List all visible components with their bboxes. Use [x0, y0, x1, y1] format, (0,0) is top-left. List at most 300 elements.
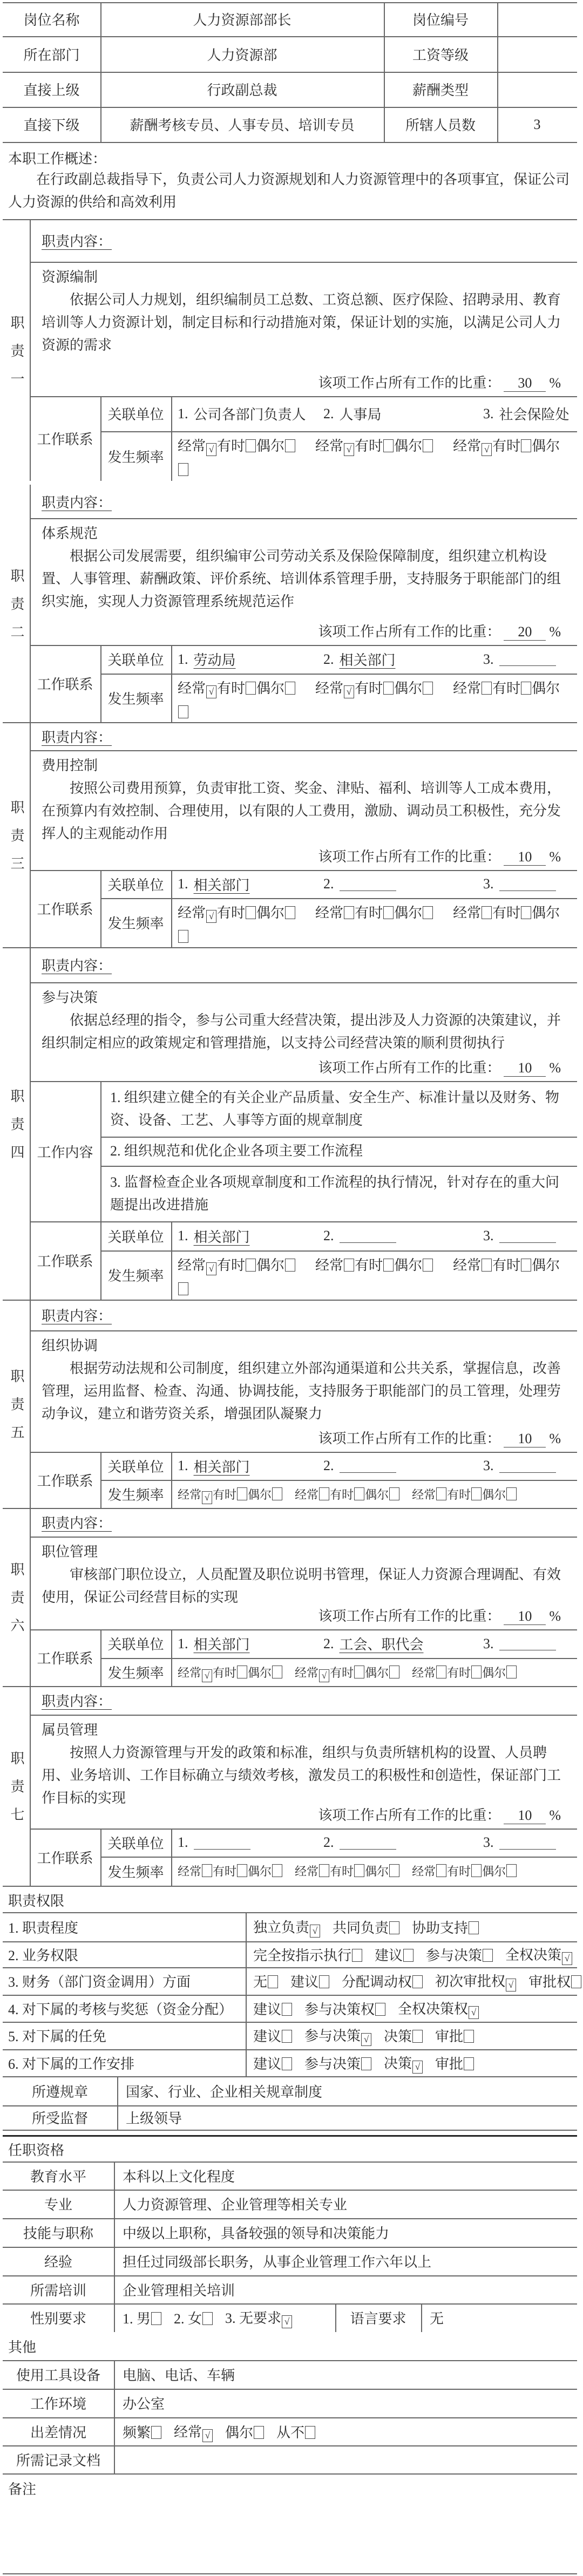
field-value	[497, 2, 577, 36]
frequency-checkbox[interactable]: √	[319, 1669, 329, 1682]
frequency-checkbox[interactable]: √	[206, 443, 216, 456]
frequency-checkbox[interactable]	[482, 1259, 492, 1272]
frequency-checkbox[interactable]: √	[344, 443, 354, 456]
frequency-option-label: 经常	[178, 1666, 202, 1680]
frequency-option-label: 有时	[217, 681, 246, 696]
option-checkbox[interactable]	[375, 2003, 385, 2016]
unit-blank	[340, 878, 396, 891]
duty-content-header	[30, 1508, 577, 1537]
option-label: 分配调动权	[342, 1974, 412, 1990]
unit-number: 1.	[178, 1635, 188, 1651]
frequency-checkbox[interactable]: √	[344, 685, 354, 698]
option	[174, 2421, 213, 2442]
frequency-options	[171, 1658, 577, 1686]
authority-options	[246, 1967, 577, 1995]
frequency-option-label: 经常	[453, 905, 482, 921]
qualifications-title: 任职资格	[8, 2142, 65, 2158]
ratio-label: 该项工作占所有工作的比重：	[318, 624, 501, 640]
frequency-checkbox[interactable]	[423, 906, 433, 919]
option-checkbox[interactable]: √	[310, 1925, 320, 1938]
related-units	[171, 1221, 577, 1250]
frequency-checkbox[interactable]	[436, 1864, 446, 1877]
unit-name: 人事局	[339, 407, 382, 423]
frequency-checkbox[interactable]	[389, 1864, 399, 1877]
units-label: 关联单位	[107, 1836, 164, 1852]
remarks-label: 备注	[8, 2481, 37, 2497]
authority-label: 5. 对下属的任免	[8, 2029, 107, 2044]
frequency-checkbox[interactable]	[383, 1259, 394, 1272]
frequency-option-label: 经常	[178, 905, 206, 921]
duty-title: 参与决策	[42, 990, 98, 1005]
frequency-checkbox[interactable]: √	[206, 1262, 216, 1275]
option-checkbox[interactable]: √	[412, 2061, 423, 2074]
frequency-checkbox[interactable]	[285, 906, 295, 919]
frequency-option-label: 经常	[178, 1488, 202, 1501]
option-checkbox[interactable]: √	[506, 1979, 516, 1992]
frequency-option-label: 经常	[453, 438, 482, 454]
frequency-checkbox[interactable]	[423, 439, 433, 452]
frequency-checkbox[interactable]: √	[482, 443, 492, 456]
units-label: 关联单位	[107, 407, 164, 423]
contact-label: 工作联系	[37, 1254, 93, 1269]
frequency-option-label: 有时	[217, 905, 246, 921]
authority-options	[246, 1941, 577, 1967]
frequency-checkbox[interactable]	[319, 1864, 329, 1877]
qualification-label: 技能与职称	[23, 2226, 93, 2241]
related-unit	[323, 870, 396, 898]
frequency-group	[412, 1865, 517, 1878]
frequency-option-label: 经常	[295, 1666, 319, 1680]
option-checkbox[interactable]	[319, 1975, 329, 1988]
unit-blank	[340, 1229, 396, 1243]
option-checkbox[interactable]: √	[361, 2033, 371, 2046]
related-unit	[178, 645, 236, 674]
duty-label: 职责五	[9, 1369, 24, 1453]
work-item: 2. 组织规范和优化企业各项主要工作流程	[110, 1143, 363, 1159]
unit-name: 相关部门	[193, 1229, 250, 1245]
option-label: 从不	[276, 2424, 305, 2441]
frequency-checkbox[interactable]	[178, 705, 188, 718]
work-item: 3. 监督检查企业各项规章制度和工作流程的执行情况，针对存在的重大问题提出改进措施	[110, 1174, 560, 1213]
duty-label-column	[3, 947, 30, 1300]
duty-label-column	[3, 1300, 30, 1508]
frequency-option-label: 有时	[217, 1258, 246, 1273]
related-units	[171, 396, 577, 431]
unit-number: 1.	[178, 405, 188, 422]
option	[304, 2025, 372, 2046]
option-checkbox[interactable]: √	[202, 2429, 213, 2442]
frequency-checkbox[interactable]	[423, 1259, 433, 1272]
frequency-option-label: 经常	[315, 681, 344, 696]
frequency-checkbox[interactable]	[354, 1666, 364, 1678]
duty-content-label: 职责内容：	[42, 234, 112, 249]
frequency-checkbox[interactable]	[202, 1864, 212, 1877]
frequency-options	[171, 1480, 577, 1508]
duty-content	[30, 750, 577, 870]
option-label: 1. 男	[123, 2311, 151, 2327]
frequency-checkbox[interactable]	[506, 1864, 517, 1877]
related-unit	[323, 645, 396, 674]
related-unit	[483, 1629, 556, 1658]
frequency-option-label: 有时	[447, 1488, 471, 1501]
contact-label: 工作联系	[37, 1651, 93, 1667]
frequency-checkbox[interactable]	[521, 682, 531, 695]
option-checkbox[interactable]	[469, 1921, 479, 1934]
duty-block	[3, 722, 577, 947]
duty-title: 属员管理	[42, 1722, 98, 1738]
option	[435, 1970, 517, 1992]
unit-name: 相关部门	[193, 1459, 250, 1475]
duty-content-label: 职责内容：	[42, 1308, 112, 1324]
frequency-checkbox[interactable]	[246, 1259, 256, 1272]
divider	[114, 2162, 115, 2332]
frequency-checkbox[interactable]	[237, 1864, 247, 1877]
other-value: 办公室	[123, 2396, 165, 2412]
option-checkbox[interactable]	[282, 2030, 292, 2043]
option-checkbox[interactable]: √	[562, 1952, 572, 1965]
frequency-option-label: 有时	[355, 438, 383, 454]
authority-options	[246, 1912, 577, 1941]
frequency-checkbox[interactable]	[383, 439, 394, 452]
language-label: 语言要求	[350, 2311, 406, 2327]
unit-number: 3.	[483, 1458, 494, 1473]
option	[505, 1944, 573, 1965]
duty-block	[3, 947, 577, 1300]
frequency-checkbox[interactable]	[354, 1487, 364, 1500]
option	[304, 2053, 372, 2073]
option	[225, 2307, 293, 2328]
unit-blank	[499, 1637, 556, 1650]
frequency-checkbox[interactable]	[285, 1259, 295, 1272]
ratio-value: 10	[504, 1431, 546, 1447]
ratio-label: 该项工作占所有工作的比重：	[318, 1807, 501, 1823]
option-checkbox[interactable]	[151, 2312, 161, 2325]
duty-block	[3, 1508, 577, 1686]
option-label: 建议	[253, 2001, 282, 2017]
duty-content	[30, 262, 577, 396]
authority-label: 1. 职责程度	[8, 1920, 79, 1936]
freq-label: 发生频率	[107, 1268, 164, 1284]
frequency-option-label: 有时	[213, 1865, 237, 1878]
duty-description: 按照公司费用预算，负责审批工资、奖金、津贴、福利、培训等人工成本费用，在预算内有效控制、合理使用，以有限的人工费用，激励、调动员工积极性，充分发挥人的主观能动作用	[42, 780, 561, 841]
contact-label: 工作联系	[37, 1473, 93, 1489]
option	[435, 2053, 474, 2073]
frequency-checkbox[interactable]	[246, 682, 256, 695]
frequency-option-label: 经常	[178, 681, 206, 696]
duty-label: 职责一	[9, 315, 24, 399]
option-label: 2. 女	[174, 2311, 202, 2327]
frequency-checkbox[interactable]	[237, 1487, 247, 1500]
frequency-checkbox[interactable]	[354, 1864, 364, 1877]
frequency-checkbox[interactable]	[482, 906, 492, 919]
frequency-option-label: 有时	[330, 1865, 354, 1878]
field-label: 岗位编号	[412, 12, 469, 28]
divider	[3, 1886, 577, 1887]
frequency-checkbox[interactable]	[471, 1487, 482, 1500]
frequency-checkbox[interactable]	[272, 1864, 282, 1877]
frequency-option-label: 有时	[447, 1865, 471, 1878]
duty-content-label: 职责内容：	[42, 1515, 112, 1531]
divider	[3, 2130, 577, 2131]
frequency-checkbox[interactable]	[272, 1666, 282, 1678]
frequency-checkbox[interactable]	[389, 1666, 399, 1678]
option-checkbox[interactable]: √	[282, 2315, 292, 2328]
frequency-checkbox[interactable]	[471, 1666, 482, 1678]
frequency-group	[295, 1865, 400, 1878]
unit-blank	[499, 1836, 556, 1850]
frequency-checkbox[interactable]	[246, 439, 256, 452]
frequency-checkbox[interactable]	[521, 1259, 531, 1272]
other-title: 其他	[8, 2339, 37, 2355]
option-label: 建议	[375, 1947, 403, 1963]
frequency-checkbox[interactable]	[178, 930, 188, 943]
frequency-option-label: 有时	[492, 905, 521, 921]
frequency-checkbox[interactable]	[389, 1487, 399, 1500]
frequency-checkbox[interactable]	[272, 1487, 282, 1500]
duty-block	[3, 1686, 577, 1886]
frequency-checkbox[interactable]	[521, 439, 531, 452]
duty-title: 体系规范	[42, 526, 98, 541]
frequency-group	[315, 905, 433, 921]
field-label: 所在部门	[23, 47, 80, 63]
option-checkbox[interactable]	[412, 1975, 423, 1988]
rule-value: 上级领导	[126, 2111, 182, 2126]
unit-blank	[340, 1836, 396, 1850]
option-checkbox[interactable]	[282, 2057, 292, 2070]
duty-ratio	[318, 846, 561, 866]
frequency-checkbox[interactable]	[319, 1487, 329, 1500]
unit-number: 2.	[323, 876, 334, 892]
option-checkbox[interactable]	[254, 2426, 264, 2439]
frequency-checkbox[interactable]	[285, 439, 295, 452]
option-checkbox[interactable]	[483, 1949, 493, 1962]
frequency-checkbox[interactable]: √	[202, 1669, 212, 1682]
related-unit	[483, 645, 556, 674]
duty-label-column	[3, 219, 30, 481]
unit-number: 2.	[323, 1834, 334, 1850]
unit-name: 相关部门	[339, 653, 396, 668]
unit-number: 3.	[483, 1635, 494, 1651]
duty-block	[3, 485, 577, 722]
duty-title: 组织协调	[42, 1338, 98, 1354]
frequency-option-label: 偶尔	[394, 681, 423, 696]
related-unit	[323, 1629, 424, 1658]
frequency-checkbox[interactable]: √	[202, 1491, 212, 1504]
option-checkbox[interactable]	[352, 1949, 362, 1962]
option-label: 频繁	[123, 2424, 151, 2441]
option-checkbox[interactable]: √	[469, 2006, 479, 2019]
frequency-option-label: 偶尔	[365, 1865, 389, 1878]
frequency-option-label: 有时	[217, 438, 246, 454]
related-unit	[178, 1629, 250, 1658]
frequency-checkbox[interactable]	[344, 906, 354, 919]
option-checkbox[interactable]	[412, 2030, 423, 2043]
ratio-label: 该项工作占所有工作的比重：	[318, 1608, 501, 1624]
frequency-group	[178, 1666, 283, 1680]
frequency-checkbox[interactable]	[506, 1487, 517, 1500]
option-label: 参与决策	[304, 2028, 361, 2044]
qualification-value: 中级以上职称，具备较强的领导和决策能力	[123, 2226, 390, 2241]
frequency-option-label: 经常	[315, 438, 344, 454]
option-checkbox[interactable]	[464, 2030, 474, 2043]
frequency-checkbox[interactable]	[436, 1487, 446, 1500]
frequency-option-label: 偶尔	[256, 438, 285, 454]
frequency-option-label: 偶尔	[394, 1258, 423, 1273]
percent-sign: %	[549, 1608, 561, 1624]
authority-label: 4. 对下属的考核与奖惩（资金分配）	[8, 2001, 233, 2017]
frequency-option-label: 偶尔	[365, 1488, 389, 1501]
unit-number: 1.	[178, 1228, 188, 1243]
frequency-checkbox[interactable]	[344, 1259, 354, 1272]
frequency-checkbox[interactable]: √	[206, 685, 216, 698]
frequency-checkbox[interactable]	[506, 1666, 517, 1678]
units-label: 关联单位	[107, 653, 164, 668]
option-checkbox[interactable]	[464, 2057, 474, 2070]
frequency-group	[315, 681, 433, 696]
frequency-option-label: 偶尔	[482, 1865, 506, 1878]
field-value	[497, 36, 577, 72]
work-content-label: 工作内容	[37, 1144, 93, 1160]
option	[375, 1945, 414, 1965]
option-checkbox[interactable]	[202, 2312, 213, 2325]
frequency-option-label: 经常	[315, 905, 344, 921]
option-checkbox[interactable]	[403, 1949, 413, 1962]
frequency-option-label: 经常	[453, 681, 482, 696]
field-label: 直接下级	[23, 118, 80, 133]
frequency-option-label: 偶尔	[394, 905, 423, 921]
option-checkbox[interactable]	[282, 2003, 292, 2016]
related-unit	[178, 870, 250, 898]
qualification-value: 本科以上文化程度	[123, 2169, 235, 2185]
frequency-option-label: 经常	[315, 1258, 344, 1273]
option-label: 建议	[253, 2029, 282, 2044]
frequency-option-label: 经常	[178, 1258, 206, 1273]
ratio-value: 10	[504, 849, 546, 866]
related-units	[171, 1629, 577, 1658]
option-checkbox[interactable]	[151, 2426, 161, 2439]
related-unit	[483, 1221, 556, 1250]
frequency-checkbox[interactable]	[383, 682, 394, 695]
duty-block	[3, 219, 577, 481]
authority-options	[246, 2049, 577, 2076]
unit-number: 2.	[323, 1228, 334, 1243]
frequency-checkbox[interactable]	[423, 682, 433, 695]
related-unit	[483, 396, 570, 431]
unit-number: 1.	[178, 1458, 188, 1473]
field-value: 薪酬考核专员、人事专员、培训专员	[130, 118, 355, 133]
duty-content	[30, 1537, 577, 1629]
unit-number: 2.	[323, 1635, 334, 1651]
divider	[3, 2473, 577, 2475]
percent-sign: %	[549, 849, 561, 865]
frequency-checkbox[interactable]	[285, 682, 295, 695]
frequency-checkbox[interactable]	[436, 1666, 446, 1678]
freq-label: 发生频率	[107, 449, 164, 465]
frequency-checkbox[interactable]	[246, 906, 256, 919]
related-units	[171, 1452, 577, 1480]
frequency-option-label: 经常	[178, 438, 206, 454]
ratio-value: 10	[504, 1608, 546, 1625]
option-label: 独立负责	[253, 1919, 310, 1935]
option-checkbox[interactable]	[361, 2057, 371, 2070]
option	[253, 2026, 293, 2045]
duty-content-label: 职责内容：	[42, 958, 112, 974]
frequency-group	[295, 1488, 400, 1501]
option	[384, 2052, 423, 2074]
frequency-checkbox[interactable]	[178, 463, 188, 476]
units-label: 关联单位	[107, 1229, 164, 1245]
frequency-checkbox[interactable]	[237, 1666, 247, 1678]
option	[333, 1917, 400, 1937]
frequency-group	[295, 1666, 400, 1680]
authority-title: 职责权限	[8, 1893, 65, 1909]
frequency-option-label: 经常	[412, 1865, 436, 1878]
authority-label: 6. 对下属的工作安排	[8, 2056, 135, 2072]
unit-number: 3.	[483, 651, 494, 667]
duty-block	[3, 1300, 577, 1508]
frequency-option-label: 偶尔	[532, 905, 560, 921]
duty-content-label: 职责内容：	[42, 494, 112, 511]
option	[426, 1945, 493, 1965]
option-checkbox[interactable]	[389, 1921, 399, 1934]
authority-label: 2. 业务权限	[8, 1947, 79, 1963]
unit-number: 2.	[323, 1458, 334, 1473]
related-unit	[483, 1452, 556, 1480]
unit-name: 相关部门	[193, 877, 250, 893]
frequency-checkbox[interactable]	[482, 682, 492, 695]
option-label: 初次审批权	[435, 1974, 506, 1989]
option-label: 偶尔	[225, 2424, 254, 2441]
ratio-value: 10	[504, 1807, 546, 1824]
field-value: 行政副总裁	[207, 83, 277, 98]
option-checkbox[interactable]	[571, 1975, 581, 1988]
field-label: 薪酬类型	[412, 83, 469, 98]
frequency-checkbox[interactable]	[178, 1282, 188, 1295]
frequency-checkbox[interactable]	[471, 1864, 482, 1877]
contact-label: 工作联系	[37, 432, 93, 447]
divider	[117, 2076, 118, 2130]
duty-content-header	[30, 1686, 577, 1715]
other-label: 所需记录文档	[16, 2452, 100, 2469]
related-unit	[178, 1221, 250, 1250]
unit-name: 社会保险处	[499, 407, 570, 423]
option	[304, 1999, 386, 2018]
option	[276, 2422, 316, 2442]
duty-content-label: 职责内容：	[42, 1694, 112, 1709]
units-label: 关联单位	[107, 877, 164, 893]
option-checkbox[interactable]	[268, 1975, 278, 1988]
frequency-option-label: 经常	[295, 1865, 319, 1878]
frequency-option-label: 偶尔	[256, 905, 285, 921]
option	[253, 1945, 363, 1965]
unit-number: 3.	[483, 876, 494, 892]
frequency-options	[171, 1250, 577, 1300]
frequency-checkbox[interactable]	[521, 906, 531, 919]
duty-content	[30, 982, 577, 1081]
other-label: 出差情况	[30, 2424, 86, 2441]
ratio-value: 20	[504, 624, 546, 641]
rule-label: 所遵规章	[31, 2084, 88, 2100]
frequency-checkbox[interactable]: √	[206, 910, 216, 923]
unit-name: 劳动局	[193, 653, 236, 668]
divider	[3, 2135, 577, 2137]
frequency-checkbox[interactable]	[383, 906, 394, 919]
frequency-option-label: 经常	[412, 1488, 436, 1501]
duty-label-column	[3, 722, 30, 947]
option-checkbox[interactable]	[305, 2426, 315, 2439]
frequency-option-label: 偶尔	[365, 1666, 389, 1680]
unit-blank	[499, 653, 556, 666]
